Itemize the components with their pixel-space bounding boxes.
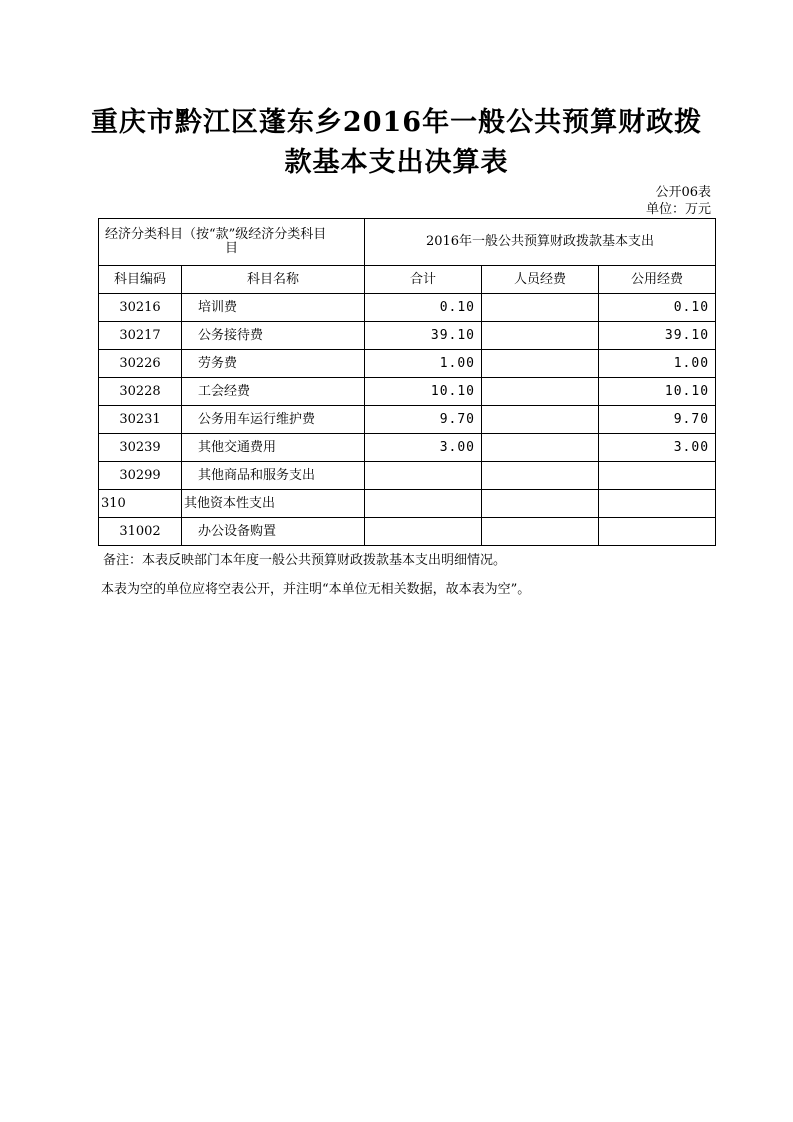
cell-total: 10.10	[365, 378, 482, 406]
cell-personnel	[482, 518, 599, 546]
cell-public: 0.10	[599, 294, 716, 322]
cell-code: 30228	[99, 378, 182, 406]
cell-personnel	[482, 434, 599, 462]
cell-personnel	[482, 490, 599, 518]
cell-code: 31002	[99, 518, 182, 546]
cell-personnel	[482, 350, 599, 378]
cell-name: 办公设备购置	[182, 518, 365, 546]
footnote-empty-table-instruction: 本表为空的单位应将空表公开，并注明“本单位无相关数据，故本表为空”。	[101, 582, 531, 597]
report-title-line-1: 重庆市黔江区蓬东乡2016年一般公共预算财政拨	[90, 107, 703, 138]
cell-personnel	[482, 406, 599, 434]
table-row	[99, 406, 716, 434]
cell-code: 310	[99, 490, 182, 518]
table-row	[99, 350, 716, 378]
cell-code: 30231	[99, 406, 182, 434]
cell-public	[599, 462, 716, 490]
table-code: 公开06表	[655, 185, 711, 200]
cell-name: 劳务费	[182, 350, 365, 378]
cell-code: 30239	[99, 434, 182, 462]
cell-public: 1.00	[599, 350, 716, 378]
cell-total	[365, 518, 482, 546]
cell-name: 公务接待费	[182, 322, 365, 350]
cell-name: 培训费	[182, 294, 365, 322]
cell-public: 10.10	[599, 378, 716, 406]
col-header-name: 科目名称	[182, 266, 365, 294]
cell-name: 其他商品和服务支出	[182, 462, 365, 490]
cell-name: 公务用车运行维护费	[182, 406, 365, 434]
table-row	[99, 490, 716, 518]
cell-public: 39.10	[599, 322, 716, 350]
cell-total: 1.00	[365, 350, 482, 378]
cell-personnel	[482, 378, 599, 406]
footnote-remark: 备注：本表反映部门本年度一般公共预算财政拨款基本支出明细情况。	[103, 553, 507, 568]
table-row	[99, 518, 716, 546]
col-header-public: 公用经费	[599, 266, 716, 294]
unit-label: 单位：万元	[645, 202, 711, 217]
header-row-columns	[99, 266, 716, 294]
cell-personnel	[482, 294, 599, 322]
cell-total	[365, 490, 482, 518]
cell-total	[365, 462, 482, 490]
cell-public	[599, 518, 716, 546]
table-row	[99, 434, 716, 462]
report-title-line-2: 款基本支出决算表	[284, 147, 509, 178]
cell-public: 3.00	[599, 434, 716, 462]
cell-name: 其他交通费用	[182, 434, 365, 462]
table-row	[99, 322, 716, 350]
cell-code: 30299	[99, 462, 182, 490]
col-header-code: 科目编码	[99, 266, 182, 294]
cell-public: 9.70	[599, 406, 716, 434]
econ-category-header	[99, 219, 365, 266]
table-row	[99, 378, 716, 406]
col-header-personnel: 人员经费	[482, 266, 599, 294]
cell-code: 30217	[99, 322, 182, 350]
table-row	[99, 294, 716, 322]
cell-name: 工会经费	[182, 378, 365, 406]
main-caption-header: 2016年一般公共预算财政拨款基本支出	[365, 219, 716, 266]
econ-category-header-line-1: 经济分类科目（按“款”级经济分类科目	[105, 227, 327, 242]
cell-personnel	[482, 322, 599, 350]
cell-personnel	[482, 462, 599, 490]
cell-name: 其他资本性支出	[182, 490, 365, 518]
col-header-total: 合计	[365, 266, 482, 294]
cell-total: 9.70	[365, 406, 482, 434]
table-row	[99, 462, 716, 490]
cell-public	[599, 490, 716, 518]
cell-code: 30226	[99, 350, 182, 378]
cell-total: 0.10	[365, 294, 482, 322]
cell-total: 3.00	[365, 434, 482, 462]
cell-code: 30216	[99, 294, 182, 322]
header-row-top	[99, 219, 716, 266]
econ-category-header-line-2: 目	[225, 241, 239, 256]
cell-total: 39.10	[365, 322, 482, 350]
expenditure-table	[98, 218, 716, 546]
